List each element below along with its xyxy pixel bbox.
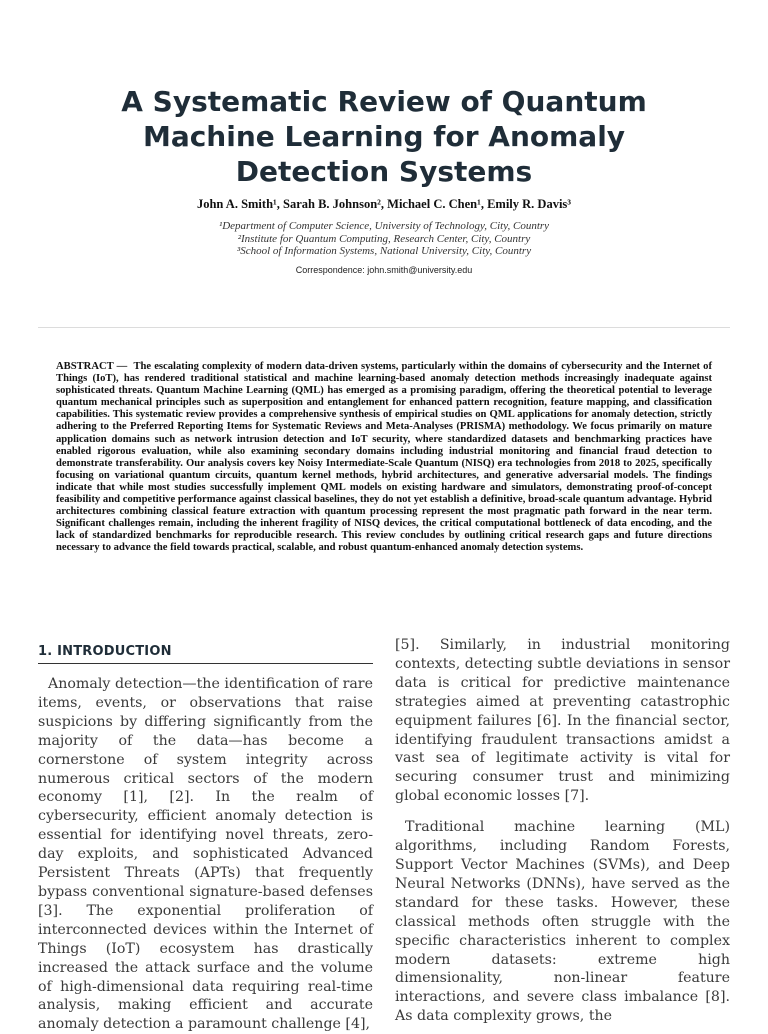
right-column (395, 636, 730, 1026)
affiliation-3: ³School of Information Systems, National University, City, Country (236, 245, 532, 257)
section-heading-introduction: 1. INTRODUCTION (38, 644, 373, 664)
abstract-label: ABSTRACT — (56, 361, 128, 372)
paper-title: A Systematic Review of Quantum Machine Learning for Anomaly Detection Systems (121, 85, 647, 188)
left-column (38, 644, 373, 1034)
intro-paragraph-1-continued: [5]. Similarly, in industrial monitoring contexts, detecting subtle deviations in sensor data is critical for predictive maintenance strategies aimed at preventing catastrophic equipment failures [6]. In the financial sector, identifying fraudulent transactions amidst a vast sea of legitimate activity is vital for securing consumer trust and minimizing global economic losses [7]. (395, 637, 730, 805)
affiliation-2: ²Institute for Quantum Computing, Research Center, City, Country (237, 232, 531, 245)
intro-paragraph-2: Traditional machine learning (ML) algorithms, including Random Forests, Support Vector Machines (SVMs), and Deep Neural Networks (DNNs), have served as the standard for these tasks. However, these classical methods often struggle with the specific characteristics inherent to complex modern datasets: extreme high dimensionality, non-linear feature interactions, and severe class imbalance [8]. As data complexity grows, the (395, 819, 730, 1025)
affiliation-1: ¹Department of Computer Science, University of Technology, City, Country (218, 220, 550, 232)
intro-paragraph-1: Anomaly detection—the identification of rare items, events, or observations that raise suspicions by differing significantly from the majority of the data—has become a cornerstone of system integrity across numerous critical sectors of the modern economy [1], [2]. In the realm of cybersecurity, efficient anomaly detection is essential for identifying novel threats, zero-day exploits, and sophisticated Advanced Persistent Threats (APTs) that frequently bypass conventional signature-based defenses [3]. The exponential proliferation of interconnected devices within the Internet of Things (IoT) ecosystem has drastically increased the attack surface and the volume of high-dimensional data requiring real-time analysis, making efficient and accurate anomaly detection a paramount challenge [4], (38, 676, 373, 1033)
abstract-block (56, 361, 712, 555)
correspondence-line: Correspondence: john.smith@university.edu (295, 265, 473, 275)
abstract-text: The escalating complexity of modern data-driven systems, particularly within the domains of cybersecurity and the Internet of Things (IoT), has rendered traditional statistical and machine learning-based anomaly detection methods increasingly inadequate against sophisticated threats. Quantum Machine Learning (QML) has emerged as a promising paradigm, offering the theoretical potential to leverage quantum mechanical principles such as superposition and entanglement for enhanced pattern recognition, feature mapping, and classification capabilities. This systematic review provides a comprehensive synthesis of empirical studies on QML applications for anomaly detection, strictly adhering to the Preferred Reporting Items for Systematic Reviews and Meta-Analyses (PRISMA) methodology. We focus primarily on mature application domains such as network intrusion detection and IoT security, where standardized datasets and benchmarking practices have enabled rigorous evaluation, while also examining secondary domains including industrial monitoring and financial fraud detection to demonstrate transferability. Our analysis covers key Noisy Intermediate-Scale Quantum (NISQ) era technologies from 2018 to 2025, specifically focusing on variational quantum circuits, quantum kernel methods, hybrid architectures, and generative adversarial models. The findings indicate that while most studies successfully implement QML models on existing hardware and simulators, demonstrating proof-of-concept feasibility and competitive performance against classical baselines, they do not yet establish a definitive, broad-scale quantum advantage. Hybrid architectures combining classical feature extraction with quantum processing represent the most pragmatic path forward in the near term. Significant challenges remain, including the inherent fragility of NISQ devices, the critical computational bottleneck of data encoding, and the lack of standardized benchmarks for reproducible research. This review concludes by outlining critical research gaps and future directions necessary to advance the field towards practical, scalable, and robust quantum-enhanced anomaly detection systems. (56, 361, 713, 554)
author-list: John A. Smith¹, Sarah B. Johnson², Michael C. Chen¹, Emily R. Davis³ (196, 197, 572, 211)
header-divider (38, 327, 730, 328)
affiliation-list (0, 220, 768, 258)
